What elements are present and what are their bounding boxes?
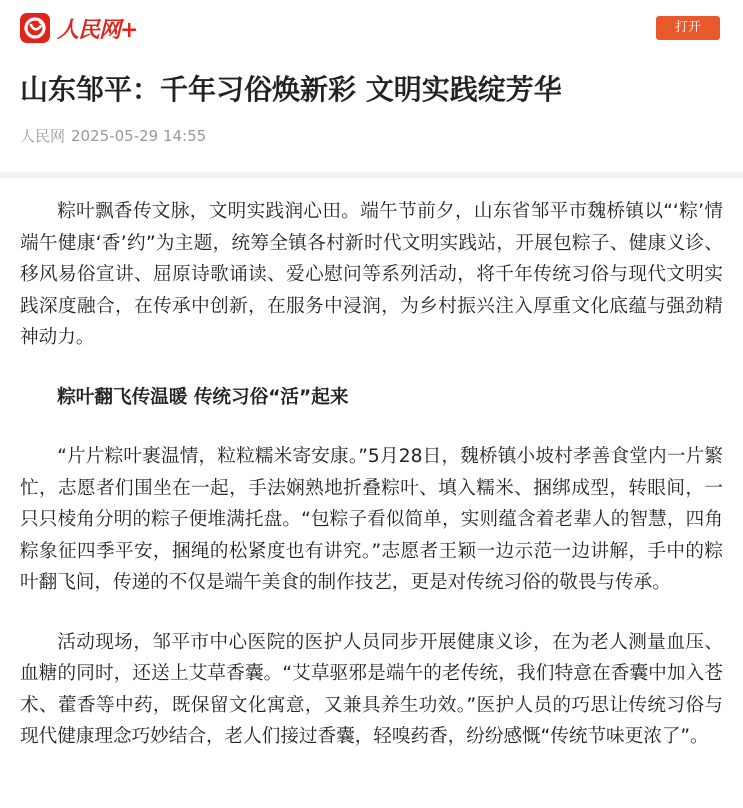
section-subheading: 粽叶翻飞传温暖 传统习俗“活”起来 [57, 386, 349, 408]
paragraph: 活动现场，邹平市中心医院的医护人员同步开展健康义诊，在为老人测量血压、血糖的同时，还送上艾草香囊。“艾草驱邪是端午的老传统，我们特意在香囊中加入苍术、藿香等中药，既保留文化寓意，又兼具养生功效。”医护人员的巧思让传统习俗与现代健康理念巧妙结合，老人们接过香囊，轻嗅药香，纷纷感慨“传统节味更浓了”。 [20, 631, 723, 747]
article-source: 人民网 [20, 127, 66, 145]
article-datetime: 2025-05-29 14:55 [71, 127, 207, 145]
article-body [20, 196, 723, 753]
paragraph: “片片粽叶裹温情，粒粒糯米寄安康。”5月28日，魏桥镇小坡村孝善食堂内一片繁忙，志愿者们围坐在一起，手法娴熟地折叠粽叶、填入糯米、捆绑成型，转眼间，一只只棱角分明的粽子便堆满托盘。“包粽子看似简单，实则蕴含着老辈人的智慧，四角粽象征四季平安，捆绳的松紧度也有讲究。”志愿者王颖一边示范一边讲解，手中的粽叶翻飞间，传递的不仅是端午美食的制作技艺，更是对传统习俗的敬畏与传承。 [20, 446, 723, 593]
paragraph-intro: 粽叶飘香传文脉，文明实践润心田。端午节前夕，山东省邹平市魏桥镇以“‘粽’情端午健康‘香’约”为主题，统筹全镇各村新时代文明实践站，开展包粽子、健康义诊、移风易俗宣讲、屈原诗歌诵读、爱心慰问等系列活动，将千年传统习俗与现代文明实践深度融合，在传承中创新，在服务中浸润，为乡村振兴注入厚重文化底蕴与强劲精神动力。 [20, 201, 723, 348]
section-divider [0, 172, 743, 178]
people-cn-logo[interactable] [20, 12, 137, 44]
article-meta [20, 125, 206, 147]
logo-mark-icon [20, 13, 50, 43]
top-bar [0, 0, 743, 56]
article-title: 山东邹平：千年习俗焕新彩 文明实践绽芳华 [20, 73, 562, 106]
open-app-button[interactable]: 打开 [656, 16, 720, 40]
logo-text: 人民网+ [57, 16, 138, 43]
